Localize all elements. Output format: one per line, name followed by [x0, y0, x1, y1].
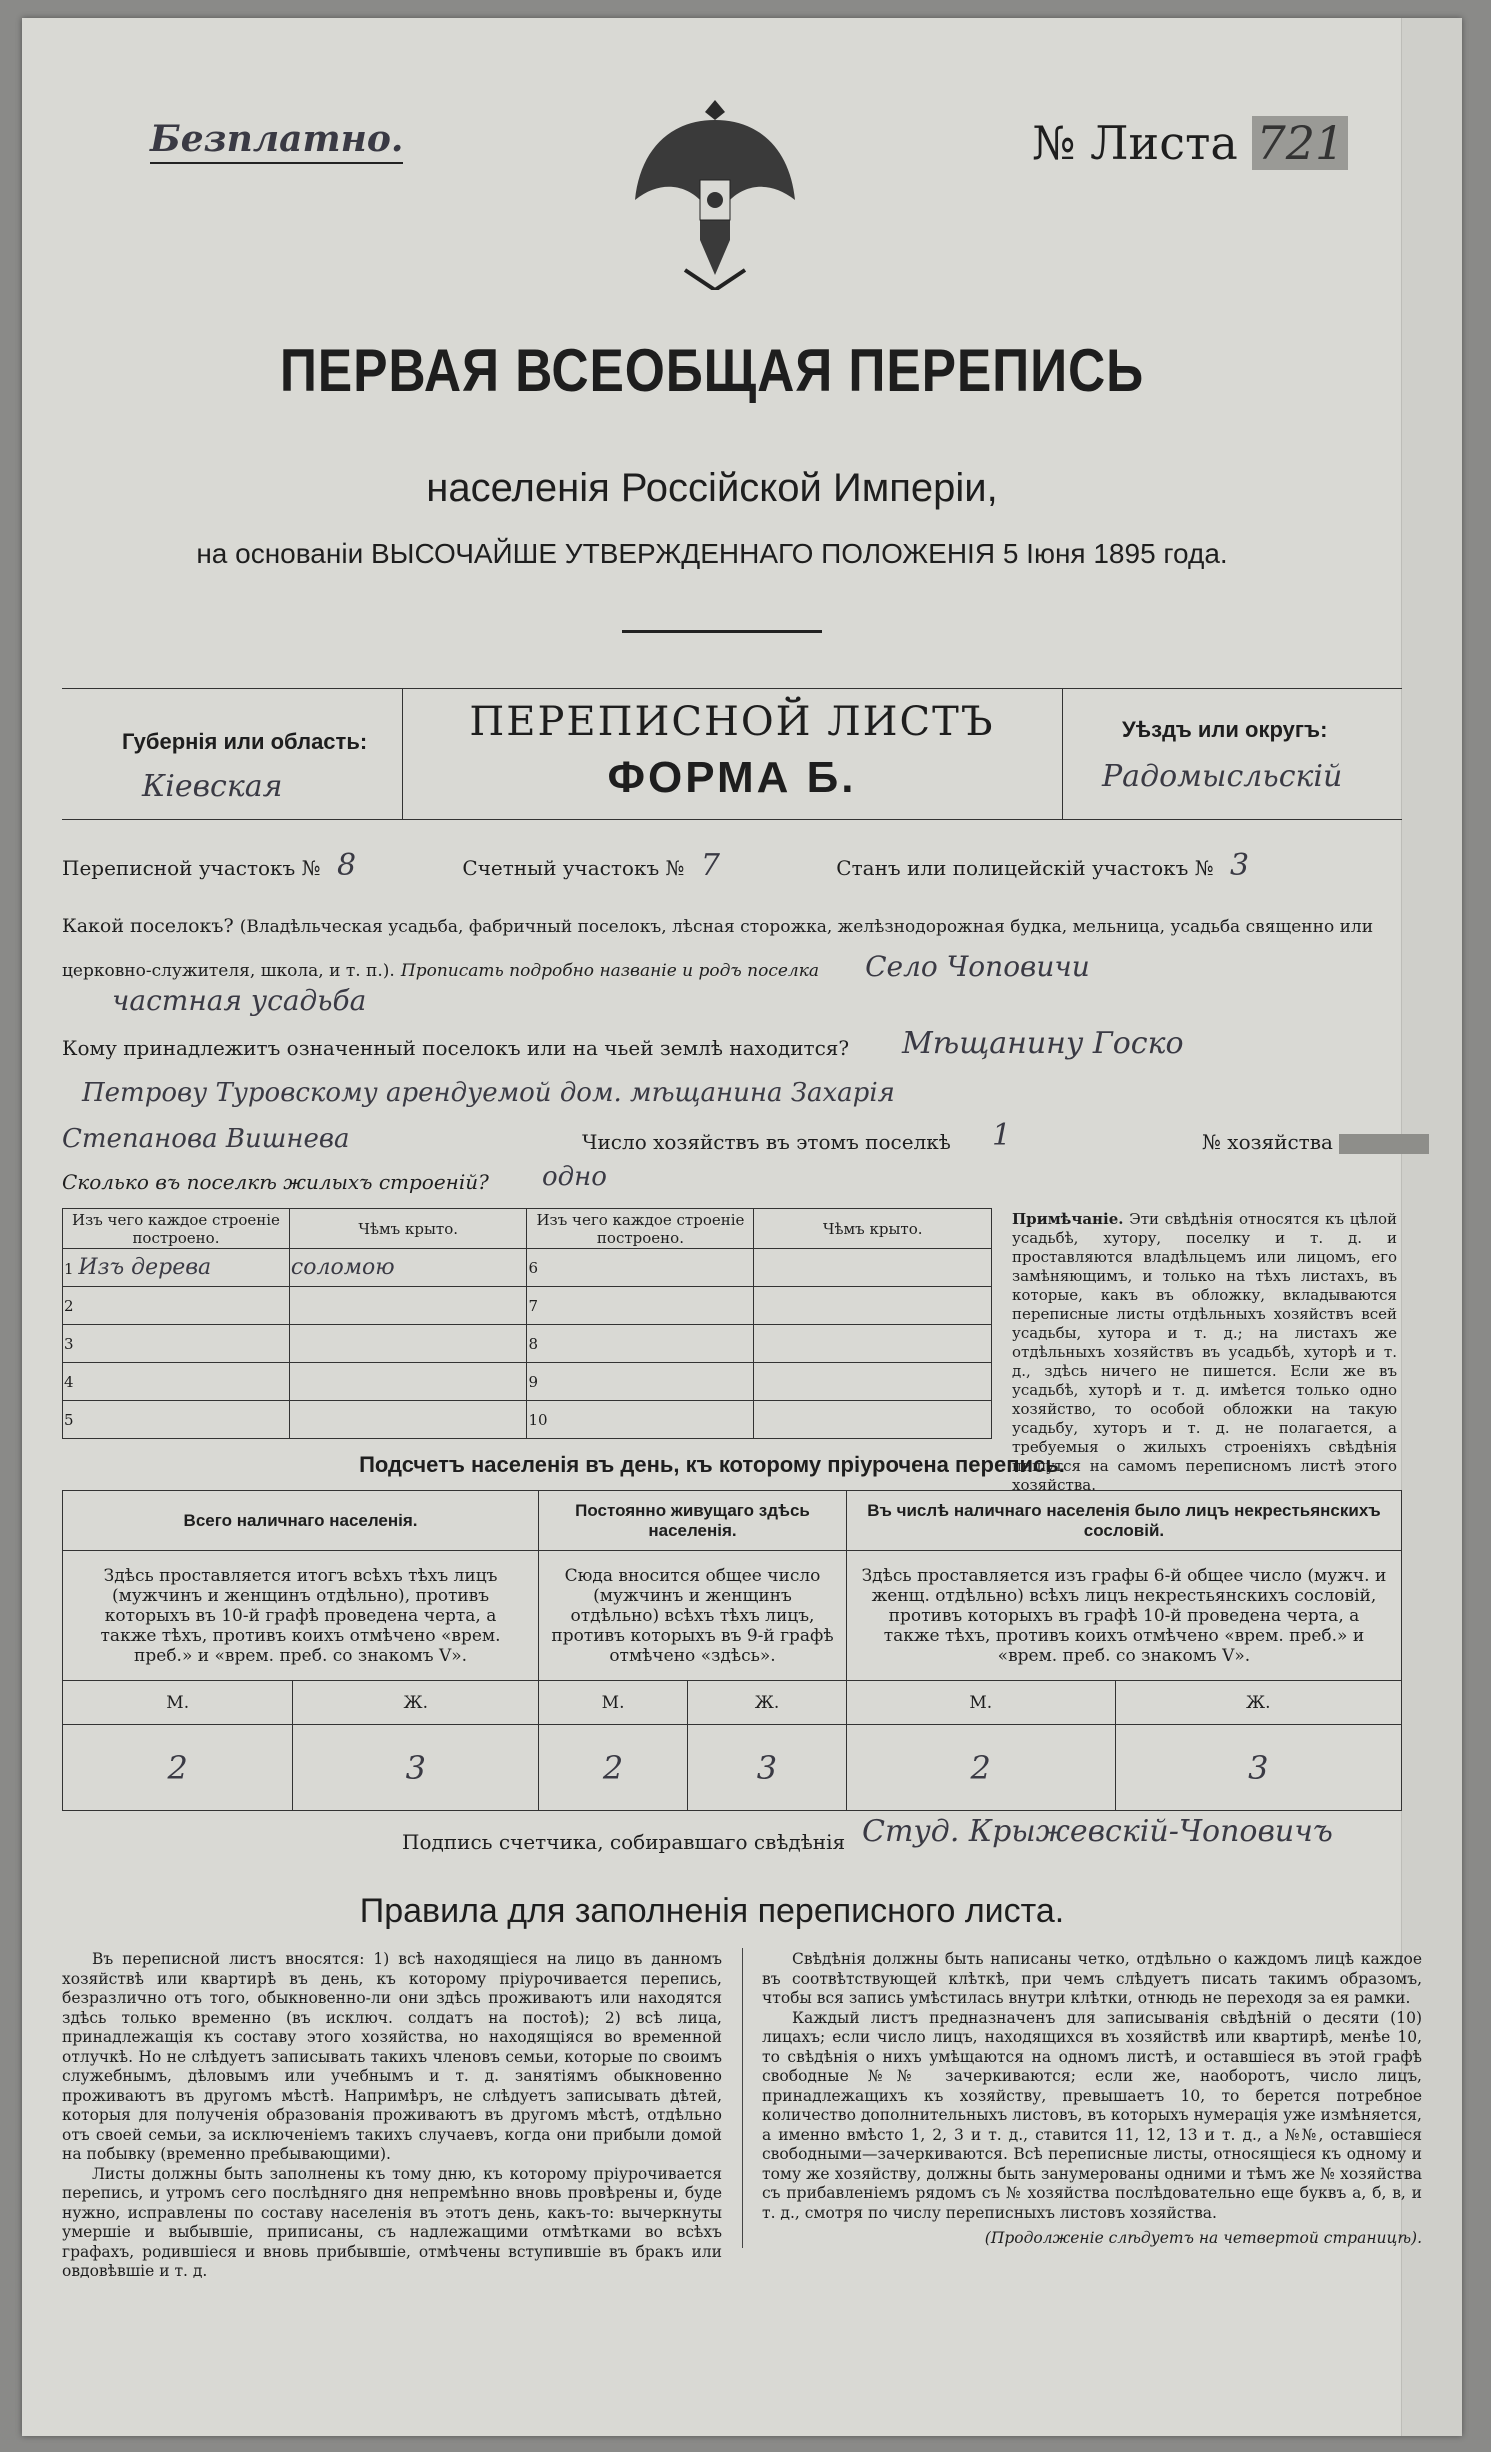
sheet-number-label: № Листа: [1032, 116, 1238, 170]
form-header-box: [62, 688, 1402, 820]
col-roof-left: Чѣмъ крыто.: [289, 1209, 527, 1249]
non-peasant-male-value: 2: [846, 1725, 1115, 1811]
table-row: [63, 1325, 992, 1363]
col-roof-right: Чѣмъ крыто.: [754, 1209, 992, 1249]
non-peasant-population-note: Здѣсь проставляется изъ графы 6-й общее число (мужч. и женщ. отдѣльно) всѣхъ лицъ некрестьянскихъ сословій, противъ которыхъ въ графѣ 10-й проведена черта, а также тѣхъ, противъ коихъ отмѣчено «врем. преб.» и «врем. преб. со знакомъ V».: [846, 1551, 1401, 1681]
signature-value: Студ. Крыжевскій-Чоповичъ: [862, 1814, 1333, 1849]
rules-title: Правила для заполненія переписного листа.: [359, 1892, 1065, 1930]
households-value: 1: [992, 1118, 1012, 1153]
table-row: [63, 1401, 992, 1439]
row-number: 9: [527, 1363, 754, 1401]
legal-basis: на основаніи ВЫСОЧАЙШЕ УТВЕРЖДЕННАГО ПОЛОЖЕНІЯ 5 Іюня 1895 года.: [196, 538, 1228, 569]
owner-value-3: Степанова Вишнева: [62, 1124, 350, 1154]
col-non-peasant-population: Въ числѣ наличнаго населенія было лицъ некрестьянскихъ сословій.: [846, 1491, 1401, 1551]
female-header: Ж.: [688, 1681, 847, 1725]
note-label: Примѣчаніе.: [1012, 1210, 1124, 1228]
row-number: 8: [527, 1325, 754, 1363]
present-male-value: 2: [63, 1725, 293, 1811]
row-number: 5: [63, 1401, 290, 1439]
col-present-population: Всего наличнаго населенія.: [63, 1491, 539, 1551]
settlement-block: [62, 906, 1402, 991]
row-number: 1: [64, 1260, 74, 1278]
rules-left-paragraph-2: Листы должны быть заполнены къ тому дню, къ которому пріурочивается перепись, и утромъ сего послѣдняго дня непремѣнно вновь провѣрены и, буде нужно, исправлены по составу населенія въ этотъ день, какъ-то: вычеркнуты умершіе и выбывшіе, приписаны, съ надлежащими отмѣтками во всѣхъ графахъ, родившіеся и вновь прибывшіе, отмѣчены вступившіе въ бракъ или овдовѣвшіе и т. д.: [62, 2164, 722, 2280]
rules-continued: (Продолженіе слѣдуетъ на четвертой страницѣ).: [984, 2229, 1422, 2247]
buildings-table: [62, 1208, 992, 1439]
free-label: Безплатно.: [150, 118, 403, 164]
gubernia-label: Губернія или область:: [122, 729, 368, 754]
divider: [622, 630, 822, 633]
permanent-male-value: 2: [539, 1725, 688, 1811]
rules-right-paragraph-2: Каждый листъ предназначенъ для записыванія свѣдѣній о десяти (10) лицахъ; если число лицъ, находящихся въ хозяйствѣ или квартирѣ, менѣе 10, то свѣдѣнія о нихъ умѣщаются на одномъ листѣ, и оставшіеся въ этой графѣ свободные №№ зачеркиваются; если же, наоборотъ, число лицъ, принадлежащихъ къ хозяйству, превышаетъ 10, то берется потребное количество дополнительныхъ листовъ, въ которыхъ нумерація уже измѣняется, а именно вмѣсто 1, 2, 3 и т. д., ставится 11, 12, 13 и т. д., а №№, оставшіеся свободными—зачеркиваются. Всѣ переписные листы, относящіеся къ одному и тому же хозяйству, должны быть занумерованы одними и тѣмъ же № хозяйства съ прибавленіемъ рядомъ съ № хозяйства послѣдовательно еще буквъ а, б, в, и т. д., смотря по числу переписныхъ листовъ хозяйства.: [762, 2008, 1422, 2222]
roof-value: соломою: [289, 1249, 527, 1287]
population-heading: Подсчетъ населенія въ день, къ которому пріурочена перепись.: [359, 1452, 1065, 1477]
owner-value-1: Мѣщанину Госко: [902, 1026, 1184, 1061]
female-header: Ж.: [293, 1681, 539, 1725]
population-table: [62, 1490, 1402, 1811]
settlement-value-2: частная усадьба: [112, 984, 367, 1017]
stan-label: Станъ или полицейскій участокъ №: [836, 856, 1214, 880]
rules-right-column: [762, 1950, 1422, 2249]
row-number: 4: [63, 1363, 290, 1401]
row-number: 3: [63, 1325, 290, 1363]
non-peasant-female-value: 3: [1115, 1725, 1401, 1811]
sheet-number-value: 721: [1252, 116, 1348, 170]
coat-of-arms-emblem: [630, 90, 800, 290]
rules-left-paragraph-1: Въ переписной листъ вносятся: 1) всѣ находящіеся на лицо въ данномъ хозяйствѣ или квартирѣ въ день, къ которому пріурочивается перепись, безразлично отъ того, обыкновенно-ли они здѣсь проживаютъ или находятся здѣсь только временно (въ исключ. солдатъ на постоѣ); 2) всѣ лица, принадлежащія къ составу этого хозяйства, но находящіяся во временной отлучкѣ. Но не слѣдуетъ записывать такихъ членовъ семьи, которые по своимъ служебнымъ, дѣловымъ или учебнымъ и т. д. занятіямъ обыкновенно проживаютъ въ другомъ мѣстѣ. Напримѣръ, не слѣдуетъ записывать дѣтей, которыя для полученія образованія проживаютъ въ другомъ мѣстѣ, отдѣльно отъ своей семьи, за исключеніемъ такихъ случаевъ, когда они прибыли домой на побывку (временно пребывающими).: [62, 1950, 722, 2163]
permanent-female-value: 3: [688, 1725, 847, 1811]
counting-district-label: Счетный участокъ №: [462, 856, 685, 880]
row-number: 6: [527, 1249, 754, 1287]
settlement-instruction: Прописать подробно названіе и родъ поселка: [400, 961, 820, 981]
table-row: [63, 1249, 992, 1287]
rules-left-column: [62, 1950, 722, 2282]
settlement-label: Какой поселокъ?: [62, 915, 234, 937]
row-number: 2: [63, 1287, 290, 1325]
material-value: Изъ дерева: [78, 1255, 212, 1280]
col-permanent-population: Постоянно живущаго здѣсь населенія.: [539, 1491, 847, 1551]
uezd-value: Радомысльскій: [1102, 759, 1343, 794]
gubernia-value: Кіевская: [142, 769, 283, 804]
sheet-title: ПЕРЕПИСНОЙ ЛИСТЪ: [469, 699, 995, 745]
population-values-row: [63, 1725, 1402, 1811]
buildings-label: Сколько въ поселкѣ жилыхъ строеній?: [62, 1170, 489, 1194]
settlement-value-1: Село Чоповичи: [865, 950, 1090, 983]
male-header: М.: [63, 1681, 293, 1725]
household-number-text: № хозяйства: [1202, 1130, 1333, 1154]
household-number-label: [1202, 1130, 1429, 1154]
sheet-number: [1032, 116, 1348, 170]
census-district-label: Переписной участокъ №: [62, 856, 321, 880]
permanent-population-note: Сюда вносится общее число (мужчинъ и женщинъ отдѣльно) всѣхъ тѣхъ лицъ, противъ которыхъ въ 9-й графѣ отмѣчено «здѣсь».: [539, 1551, 847, 1681]
column-divider: [742, 1948, 743, 2248]
stan-value: 3: [1230, 848, 1250, 883]
census-form-page: [22, 18, 1462, 2436]
census-district-value: 8: [336, 848, 357, 883]
settlement-note: (Владѣльческая усадьба, фабричный поселокъ, лѣсная сторожка, желѣзнодорожная будка, мельница, усадьба священно или церковно-служителя, школа, и т. п.).: [62, 917, 1374, 981]
household-number-redaction: [1339, 1134, 1429, 1154]
counting-district-value: 7: [700, 848, 720, 883]
present-population-note: Здѣсь проставляется итогъ всѣхъ тѣхъ лицъ (мужчинъ и женщинъ отдѣльно), противъ которыхъ въ 10-й графѣ проведена черта, а также тѣхъ, противъ коихъ отмѣчено «врем. преб.» и «врем. преб. со знакомъ V».: [63, 1551, 539, 1681]
owner-value-2: Петрову Туровскому арендуемой дом. мѣщанина Захарія: [82, 1078, 895, 1108]
households-label: Число хозяйствъ въ этомъ поселкѣ: [582, 1130, 951, 1154]
female-header: Ж.: [1115, 1681, 1401, 1725]
page-subtitle: населенія Россійской Имперіи,: [426, 466, 998, 510]
uezd-label: Уѣздъ или округъ:: [1122, 717, 1328, 742]
owner-label: Кому принадлежитъ означенный поселокъ или на чьей землѣ находится?: [62, 1036, 850, 1060]
male-header: М.: [539, 1681, 688, 1725]
form-label: ФОРМА Б.: [607, 753, 857, 802]
table-row: [63, 1287, 992, 1325]
row-number: 7: [527, 1287, 754, 1325]
note-text: Эти свѣдѣнія относятся къ цѣлой усадьбѣ, хутору, поселку и т. д. и проставляются владѣльцемъ или лицомъ, его замѣняющимъ, и только на тѣхъ листахъ, въ которые, какъ въ обложку, вкладываются переписные листы отдѣльныхъ хозяйствъ всей усадьбы, хутора и т. д.; на листахъ же отдѣльныхъ хозяйствъ въ усадьбѣ, хуторѣ и т. д., здѣсь ничего не пишется. Если же въ усадьбѣ, хуторѣ и т. д. имѣется только одно хозяйство, то особой обложки на такую усадьбу, хуторъ и т. д. не полагается, а требуемыя о жилыхъ строеніяхъ свѣдѣнія пишутся на самомъ переписномъ листѣ этого хозяйства.: [1012, 1210, 1397, 1494]
rules-right-paragraph-1: Свѣдѣнія должны быть написаны четко, отдѣльно о каждомъ лицѣ каждое въ соотвѣтствующей клѣткѣ, при чемъ слѣдуетъ писать такимъ образомъ, чтобы вся запись умѣстилась внутри клѣтки, отнюдь не переходя за ея рамки.: [762, 1950, 1422, 2007]
district-line: [62, 848, 1402, 883]
page-title: ПЕРВАЯ ВСЕОБЩАЯ ПЕРЕПИСЬ: [279, 337, 1145, 404]
table-row: [63, 1363, 992, 1401]
male-header: М.: [846, 1681, 1115, 1725]
col-material-left: Изъ чего каждое строеніе построено.: [63, 1209, 290, 1249]
buildings-value: одно: [542, 1162, 607, 1192]
signature-label: Подпись счетчика, собиравшаго свѣдѣнія: [402, 1830, 846, 1854]
present-female-value: 3: [293, 1725, 539, 1811]
col-material-right: Изъ чего каждое строеніе построено.: [527, 1209, 754, 1249]
row-number: 10: [527, 1401, 754, 1439]
